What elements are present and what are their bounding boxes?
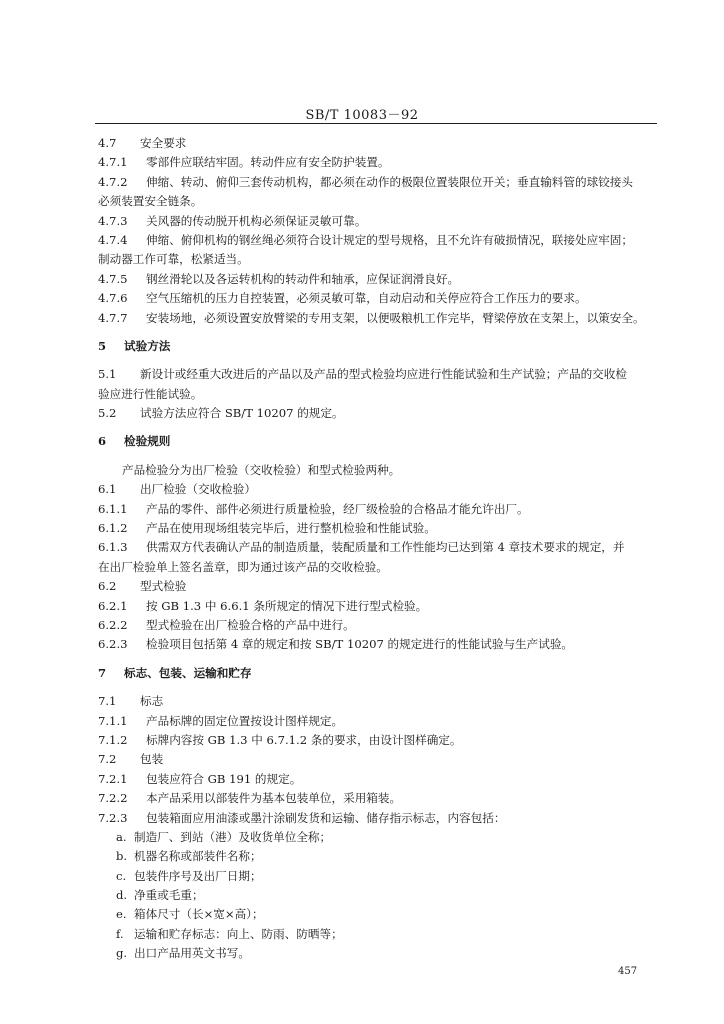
- document-body: [98, 134, 658, 964]
- clause-number: b.: [116, 849, 128, 864]
- clause-line: [98, 597, 658, 616]
- clause-number: 6.1.1: [98, 501, 128, 516]
- clause-text: 检验项目包括第 4 章的规定和按 SB/T 10207 的规定进行的性能试验与生产试验。: [146, 637, 574, 652]
- clause-text: 零部件应联结牢固。转动件应有安全防护装置。: [146, 155, 390, 170]
- clause-text: 产品在使用现场组装完毕后，进行整机检验和性能试验。: [146, 521, 436, 536]
- clause-line: [98, 134, 658, 153]
- clause-line: [98, 365, 658, 384]
- clause-line: [98, 789, 658, 808]
- clause-text: 验应进行性能试验。: [98, 386, 203, 401]
- paragraph-line: [98, 461, 658, 480]
- clause-text: 机器名称或部装件名称；: [134, 849, 262, 864]
- clause-number: 6.2: [98, 579, 117, 594]
- header-rule: [95, 123, 657, 124]
- clause-text: 标志、包装、运输和贮存: [124, 665, 252, 680]
- clause-line: [98, 153, 658, 172]
- list-item: [98, 944, 658, 963]
- list-item: [98, 925, 658, 944]
- clause-text: 出口产品用英文书写。: [134, 946, 250, 961]
- clause-text: 检验规则: [124, 434, 171, 449]
- section-gap: [98, 328, 658, 337]
- list-item: [98, 886, 658, 905]
- clause-text: 安装场地，必须设置安放臂梁的专用支架，以便吸粮机工作完毕，臂梁停放在支架上，以策安全。: [146, 310, 645, 325]
- page-number: 457: [618, 966, 638, 977]
- clause-number: 6.1.2: [98, 521, 128, 536]
- section-gap: [98, 356, 658, 365]
- clause-text: 必须装置安全链条。: [98, 194, 203, 209]
- clause-text: 型式检验在出厂检验合格的产品中进行。: [146, 617, 355, 632]
- clause-line: [98, 712, 658, 731]
- clause-number: 7.2.3: [98, 810, 128, 825]
- clause-line: [98, 212, 658, 231]
- clause-text: 按 GB 1.3 中 6.6.1 条所规定的情况下进行型式检验。: [146, 598, 428, 613]
- clause-number: 6.2.2: [98, 617, 128, 632]
- paragraph-continuation: [98, 250, 658, 269]
- clause-text: 本产品采用以部装件为基本包装单位，采用箱装。: [146, 791, 402, 806]
- clause-number: 4.7.3: [98, 213, 128, 228]
- clause-line: [98, 480, 658, 499]
- clause-number: c.: [116, 868, 127, 883]
- clause-line: [98, 500, 658, 519]
- clause-line: [98, 692, 658, 711]
- clause-text: 试验方法: [124, 338, 171, 353]
- section-heading: [98, 337, 658, 356]
- clause-line: [98, 616, 658, 635]
- clause-text: 包装箱面应用油漆或墨汁涂刷发货和运输、储存指示标志，内容包括：: [146, 810, 506, 825]
- clause-text: 制造厂、到站（港）及收货单位全称；: [134, 829, 332, 844]
- clause-line: [98, 750, 658, 769]
- clause-number: 6.2.1: [98, 598, 128, 613]
- clause-number: f.: [116, 926, 124, 941]
- clause-line: [98, 538, 658, 557]
- clause-number: 5: [98, 338, 107, 353]
- clause-line: [98, 809, 658, 828]
- list-item: [98, 828, 658, 847]
- clause-number: 5.1: [98, 367, 117, 382]
- clause-text: 包装应符合 GB 191 的规定。: [146, 771, 302, 786]
- clause-number: 7.2: [98, 752, 117, 767]
- clause-line: [98, 519, 658, 538]
- clause-text: 伸缩、俯仰机构的钢丝绳必须符合设计规定的型号规格，且不允许有破损情况，联接处应牢固；: [146, 232, 633, 247]
- clause-text: 包装件序号及出厂日期；: [134, 868, 262, 883]
- section-gap: [98, 452, 658, 461]
- clause-text: 钢丝滑轮以及各运转机构的转动件和轴承，应保证润滑良好。: [146, 271, 460, 286]
- clause-number: 4.7.2: [98, 174, 128, 189]
- clause-number: 4.7.7: [98, 310, 128, 325]
- clause-line: [98, 577, 658, 596]
- section-gap: [98, 683, 658, 692]
- list-item: [98, 867, 658, 886]
- paragraph-continuation: [98, 192, 658, 211]
- section-gap: [98, 423, 658, 432]
- clause-number: 7.1: [98, 694, 117, 709]
- clause-number: 7.1.1: [98, 713, 128, 728]
- list-item: [98, 905, 658, 924]
- section-heading: [98, 664, 658, 683]
- paragraph-continuation: [98, 558, 658, 577]
- page-header-title: SB/T 10083－92: [305, 108, 419, 123]
- clause-number: e.: [116, 907, 127, 922]
- paragraph-continuation: [98, 385, 658, 404]
- clause-number: 6: [98, 434, 107, 449]
- clause-text: 出厂检验（交收检验）: [140, 482, 256, 497]
- clause-text: 型式检验: [140, 579, 187, 594]
- clause-number: g.: [116, 946, 128, 961]
- clause-text: 标志: [140, 694, 164, 709]
- clause-number: 6.1: [98, 482, 117, 497]
- clause-number: 6.2.3: [98, 637, 128, 652]
- clause-number: a.: [116, 829, 127, 844]
- clause-number: 6.1.3: [98, 540, 128, 555]
- clause-line: [98, 173, 658, 192]
- clause-number: d.: [116, 888, 128, 903]
- clause-number: 7.2.1: [98, 771, 128, 786]
- clause-text: 产品检验分为出厂检验（交收检验）和型式检验两种。: [122, 462, 401, 477]
- clause-text: 试验方法应符合 SB/T 10207 的规定。: [140, 406, 344, 421]
- list-item: [98, 847, 658, 866]
- clause-text: 供需双方代表确认产品的制造质量，装配质量和工作性能均已达到第 4 章技术要求的规定，并: [146, 540, 625, 555]
- clause-number: 5.2: [98, 406, 117, 421]
- clause-number: 4.7.6: [98, 291, 128, 306]
- clause-line: [98, 770, 658, 789]
- clause-text: 在出厂检验单上签名盖章，即为通过该产品的交收检验。: [98, 559, 388, 574]
- clause-line: [98, 635, 658, 654]
- clause-text: 关风器的传动脱开机构必须保证灵敏可靠。: [146, 213, 367, 228]
- clause-number: 7.1.2: [98, 732, 128, 747]
- clause-line: [98, 231, 658, 250]
- clause-line: [98, 731, 658, 750]
- clause-text: 空气压缩机的压力自控装置，必须灵敏可靠，自动启动和关停应符合工作压力的要求。: [146, 291, 587, 306]
- clause-text: 安全要求: [140, 136, 187, 150]
- clause-line: [98, 289, 658, 308]
- clause-text: 伸缩、转动、俯仰三套传动机构，都必须在动作的极限位置装限位开关；垂直输料管的球铰接头: [146, 174, 633, 189]
- clause-number: 7.2.2: [98, 791, 128, 806]
- clause-text: 制动器工作可靠，松紧适当。: [98, 252, 249, 267]
- clause-line: [98, 270, 658, 289]
- clause-line: [98, 404, 658, 423]
- clause-number: 4.7.4: [98, 232, 128, 247]
- clause-text: 新设计或经重大改进后的产品以及产品的型式检验均应进行性能试验和生产试验；产品的交收检: [140, 367, 627, 382]
- clause-number: 4.7.5: [98, 271, 128, 286]
- clause-text: 标牌内容按 GB 1.3 中 6.7.1.2 条的要求，由设计图样确定。: [146, 732, 462, 747]
- clause-number: 4.7: [98, 136, 117, 150]
- clause-text: 产品标牌的固定位置按设计图样规定。: [146, 713, 344, 728]
- clause-number: 4.7.1: [98, 155, 128, 170]
- clause-text: 包装: [140, 752, 164, 767]
- clause-text: 运输和贮存标志：向上、防雨、防晒等；: [134, 926, 343, 941]
- clause-text: 净重或毛重；: [134, 888, 204, 903]
- clause-number: 7: [98, 665, 107, 680]
- clause-text: 箱体尺寸（长×宽×高）；: [134, 907, 264, 922]
- section-heading: [98, 432, 658, 451]
- section-gap: [98, 655, 658, 664]
- clause-text: 产品的零件、部件必须进行质量检验，经厂级检验的合格品才能允许出厂。: [146, 501, 529, 516]
- clause-line: [98, 309, 658, 328]
